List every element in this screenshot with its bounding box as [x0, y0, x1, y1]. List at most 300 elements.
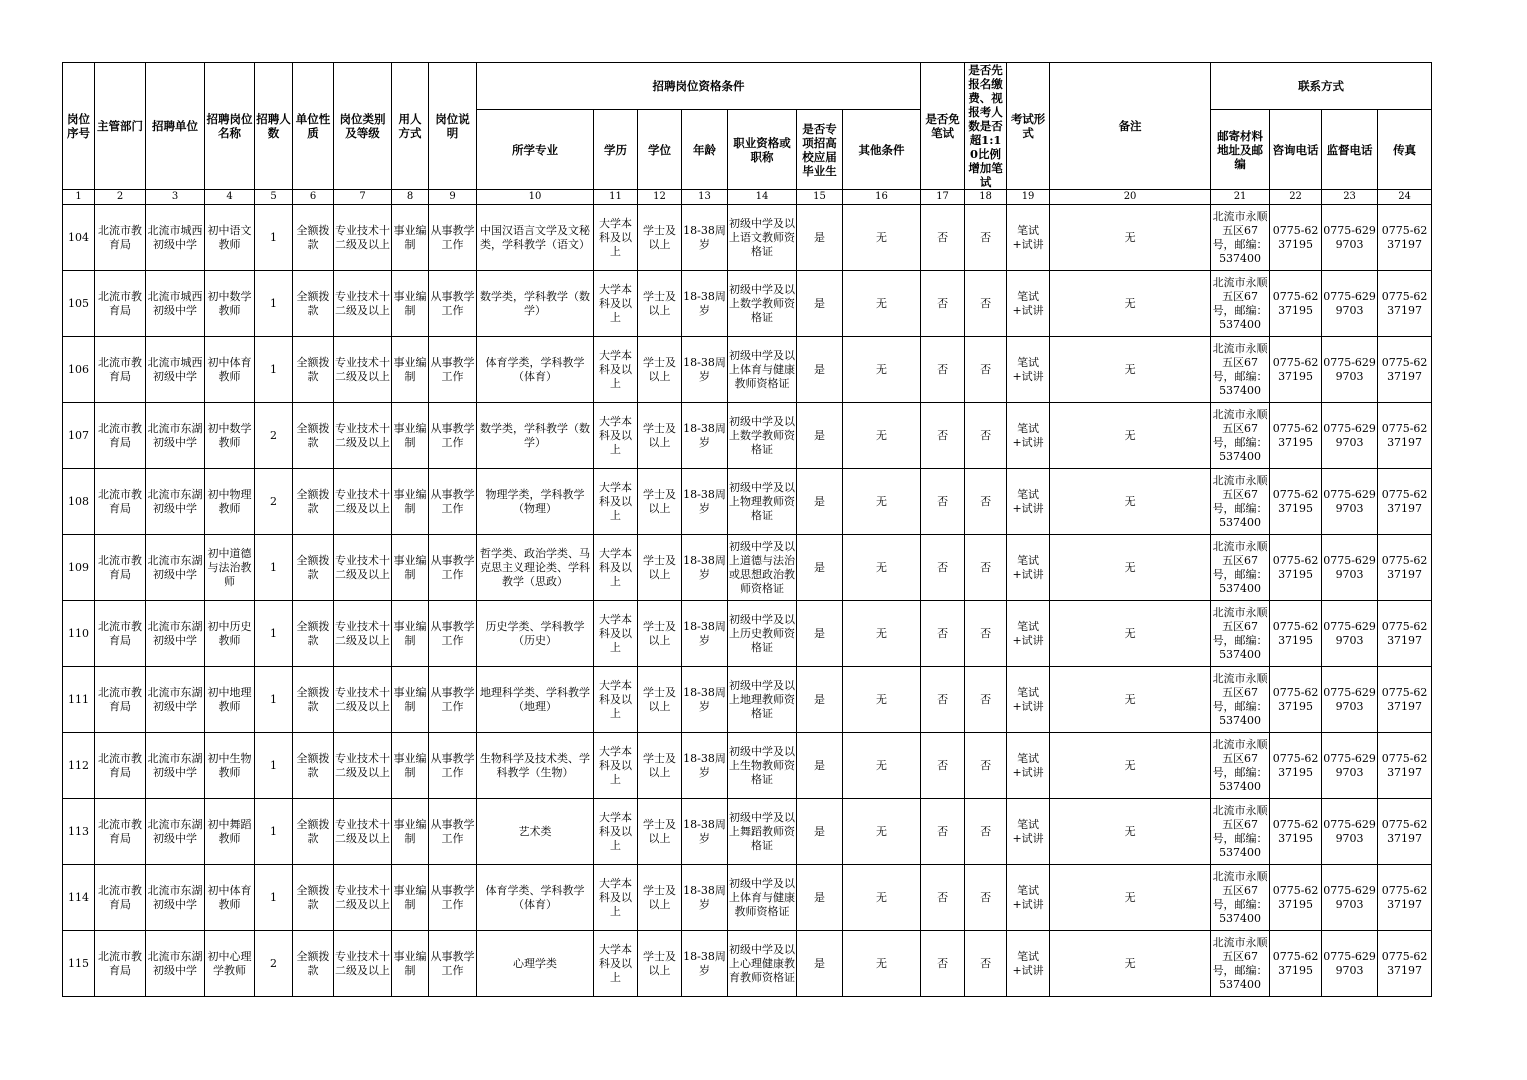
cell-exam-form: 笔试+试讲: [1007, 403, 1050, 469]
cell-exempt-written: 否: [921, 469, 965, 535]
cell-prepay: 否: [965, 733, 1007, 799]
cell-certificate: 初级中学及以上物理教师资格证: [728, 469, 797, 535]
cell-post-description: 从事教学工作: [429, 337, 477, 403]
cell-other-conditions: 无: [843, 535, 921, 601]
cell-post-name: 初中语文教师: [205, 205, 255, 271]
cell-employment-method: 事业编制: [392, 931, 429, 997]
cell-mail-address-text: 北流市永顺五区67号，邮编：537400: [1212, 803, 1268, 859]
cell-phone: 0775-6237195: [1270, 535, 1322, 601]
cell-post-description: 从事教学工作: [429, 601, 477, 667]
cell-mail-address: [1211, 205, 1270, 271]
cell-degree: 学士及以上: [638, 931, 682, 997]
cell-unit-nature: 全额拨款: [293, 799, 334, 865]
cell-fax: 0775-6237197: [1378, 601, 1432, 667]
cell-count: 1: [255, 799, 293, 865]
cell-remarks: 无: [1050, 403, 1211, 469]
cell-employment-method: 事业编制: [392, 271, 429, 337]
cell-position-no: 106: [63, 337, 95, 403]
cell-fresh-graduate: 是: [797, 205, 843, 271]
cell-department: 北流市教育局: [95, 403, 146, 469]
cell-education: 大学本科及以上: [594, 337, 638, 403]
cell-major: 地理科学类、学科教学（地理）: [477, 667, 594, 733]
cell-category: 专业技术十二级及以上: [334, 205, 392, 271]
cell-mail-address: [1211, 733, 1270, 799]
cell-age: 18-38周岁: [682, 337, 728, 403]
cell-category: 专业技术十二级及以上: [334, 271, 392, 337]
cell-phone: 0775-6237195: [1270, 667, 1322, 733]
cell-exam-form: 笔试+试讲: [1007, 667, 1050, 733]
header-employment-method: 用人方式: [392, 63, 429, 190]
cell-fresh-graduate: 是: [797, 931, 843, 997]
cell-unit-nature: 全额拨款: [293, 337, 334, 403]
cell-count: 2: [255, 931, 293, 997]
cell-remarks: 无: [1050, 931, 1211, 997]
cell-post-name: 初中舞蹈教师: [205, 799, 255, 865]
cell-post-name: 初中历史教师: [205, 601, 255, 667]
cell-mail-address-text: 北流市永顺五区67号，邮编：537400: [1212, 869, 1268, 925]
cell-major: 数学类，学科教学（数学）: [477, 271, 594, 337]
cell-exam-form: 笔试+试讲: [1007, 271, 1050, 337]
table-row: [63, 271, 1432, 337]
cell-mail-address: [1211, 799, 1270, 865]
header-post-description: 岗位说明: [429, 63, 477, 190]
cell-department: 北流市教育局: [95, 535, 146, 601]
cell-exempt-written: 否: [921, 931, 965, 997]
cell-fax: 0775-6237197: [1378, 931, 1432, 997]
header-department: 主管部门: [95, 63, 146, 190]
cell-mail-address-text: 北流市永顺五区67号，邮编：537400: [1212, 671, 1268, 727]
cell-post-description: 从事教学工作: [429, 667, 477, 733]
cell-degree: 学士及以上: [638, 601, 682, 667]
cell-unit: 北流市东湖初级中学: [146, 733, 205, 799]
cell-phone: 0775-6237195: [1270, 601, 1322, 667]
cell-post-name: 初中心理学教师: [205, 931, 255, 997]
cell-education: 大学本科及以上: [594, 271, 638, 337]
cell-mail-address: [1211, 271, 1270, 337]
cell-exam-form: 笔试+试讲: [1007, 205, 1050, 271]
cell-exam-form: 笔试+试讲: [1007, 865, 1050, 931]
cell-degree: 学士及以上: [638, 271, 682, 337]
cell-fax: 0775-6237197: [1378, 865, 1432, 931]
cell-department: 北流市教育局: [95, 931, 146, 997]
cell-category: 专业技术十二级及以上: [334, 799, 392, 865]
cell-degree: 学士及以上: [638, 535, 682, 601]
cell-age: 18-38周岁: [682, 865, 728, 931]
cell-count: 1: [255, 535, 293, 601]
cell-certificate: 初级中学及以上地理教师资格证: [728, 667, 797, 733]
cell-fresh-graduate: 是: [797, 865, 843, 931]
cell-mail-address: [1211, 601, 1270, 667]
cell-mail-address-text: 北流市永顺五区67号，邮编：537400: [1212, 935, 1268, 991]
cell-other-conditions: 无: [843, 865, 921, 931]
cell-other-conditions: 无: [843, 931, 921, 997]
column-number: 19: [1007, 190, 1050, 205]
cell-prepay: 否: [965, 865, 1007, 931]
cell-certificate: 初级中学及以上舞蹈教师资格证: [728, 799, 797, 865]
cell-department: 北流市教育局: [95, 337, 146, 403]
cell-count: 1: [255, 337, 293, 403]
column-number: 6: [293, 190, 334, 205]
header-contact-group: 联系方式: [1211, 63, 1432, 110]
cell-remarks: 无: [1050, 271, 1211, 337]
column-number-row: [63, 190, 1432, 205]
header-education: 学历: [594, 110, 638, 190]
cell-other-conditions: 无: [843, 271, 921, 337]
header-exempt-written: 是否免笔试: [921, 63, 965, 190]
cell-count: 1: [255, 865, 293, 931]
header-exam-form: 考试形式: [1007, 63, 1050, 190]
column-number: 15: [797, 190, 843, 205]
cell-phone: 0775-6237195: [1270, 733, 1322, 799]
cell-employment-method: 事业编制: [392, 205, 429, 271]
table-row: [63, 667, 1432, 733]
cell-phone: 0775-6237195: [1270, 337, 1322, 403]
cell-exam-form: 笔试+试讲: [1007, 469, 1050, 535]
cell-fax: 0775-6237197: [1378, 733, 1432, 799]
cell-employment-method: 事业编制: [392, 733, 429, 799]
column-number: 5: [255, 190, 293, 205]
cell-mail-address: [1211, 931, 1270, 997]
cell-exempt-written: 否: [921, 205, 965, 271]
column-number: 10: [477, 190, 594, 205]
cell-mail-address-text: 北流市永顺五区67号，邮编：537400: [1212, 737, 1268, 793]
cell-position-no: 109: [63, 535, 95, 601]
cell-count: 1: [255, 601, 293, 667]
cell-department: 北流市教育局: [95, 601, 146, 667]
cell-unit-nature: 全额拨款: [293, 535, 334, 601]
column-number: 21: [1211, 190, 1270, 205]
cell-count: 1: [255, 733, 293, 799]
cell-age: 18-38周岁: [682, 205, 728, 271]
cell-exam-form: 笔试+试讲: [1007, 535, 1050, 601]
cell-employment-method: 事业编制: [392, 403, 429, 469]
cell-certificate: 初级中学及以上体育与健康教师资格证: [728, 865, 797, 931]
cell-phone: 0775-6237195: [1270, 403, 1322, 469]
cell-mail-address-text: 北流市永顺五区67号，邮编：537400: [1212, 275, 1268, 331]
cell-post-name: 初中体育教师: [205, 337, 255, 403]
column-number: 4: [205, 190, 255, 205]
cell-position-no: 113: [63, 799, 95, 865]
header-major: 所学专业: [477, 110, 594, 190]
cell-unit: 北流市城西初级中学: [146, 271, 205, 337]
cell-mail-address-text: 北流市永顺五区67号，邮编：537400: [1212, 341, 1268, 397]
cell-employment-method: 事业编制: [392, 601, 429, 667]
cell-certificate: 初级中学及以上语文教师资格证: [728, 205, 797, 271]
table-row: [63, 469, 1432, 535]
cell-prepay: 否: [965, 931, 1007, 997]
cell-unit-nature: 全额拨款: [293, 865, 334, 931]
cell-age: 18-38周岁: [682, 469, 728, 535]
table-row: [63, 403, 1432, 469]
cell-remarks: 无: [1050, 469, 1211, 535]
cell-count: 1: [255, 667, 293, 733]
cell-education: 大学本科及以上: [594, 403, 638, 469]
cell-degree: 学士及以上: [638, 469, 682, 535]
cell-major: 哲学类、政治学类、马克思主义理论类、学科教学（思政）: [477, 535, 594, 601]
cell-unit: 北流市城西初级中学: [146, 337, 205, 403]
header-degree: 学位: [638, 110, 682, 190]
cell-other-conditions: 无: [843, 667, 921, 733]
table-row: [63, 799, 1432, 865]
column-number: 24: [1378, 190, 1432, 205]
cell-education: 大学本科及以上: [594, 469, 638, 535]
cell-remarks: 无: [1050, 601, 1211, 667]
table-row: [63, 337, 1432, 403]
cell-exempt-written: 否: [921, 271, 965, 337]
column-number: 11: [594, 190, 638, 205]
cell-fresh-graduate: 是: [797, 799, 843, 865]
cell-remarks: 无: [1050, 667, 1211, 733]
cell-position-no: 115: [63, 931, 95, 997]
cell-prepay: 否: [965, 799, 1007, 865]
cell-fresh-graduate: 是: [797, 601, 843, 667]
cell-prepay: 否: [965, 205, 1007, 271]
cell-remarks: 无: [1050, 733, 1211, 799]
cell-supervision-phone: 0775-6299703: [1322, 205, 1378, 271]
cell-exempt-written: 否: [921, 865, 965, 931]
header-certificate: 职业资格或职称: [728, 110, 797, 190]
cell-fax: 0775-6237197: [1378, 535, 1432, 601]
cell-fax: 0775-6237197: [1378, 469, 1432, 535]
cell-prepay: 否: [965, 271, 1007, 337]
cell-remarks: 无: [1050, 205, 1211, 271]
cell-category: 专业技术十二级及以上: [334, 535, 392, 601]
cell-fresh-graduate: 是: [797, 469, 843, 535]
header-post-name: 招聘岗位名称: [205, 63, 255, 190]
cell-post-name: 初中数学教师: [205, 271, 255, 337]
column-number: 23: [1322, 190, 1378, 205]
cell-fax: 0775-6237197: [1378, 271, 1432, 337]
header-age: 年龄: [682, 110, 728, 190]
cell-phone: 0775-6237195: [1270, 799, 1322, 865]
header-unit: 招聘单位: [146, 63, 205, 190]
cell-exam-form: 笔试+试讲: [1007, 931, 1050, 997]
cell-post-description: 从事教学工作: [429, 931, 477, 997]
cell-position-no: 111: [63, 667, 95, 733]
cell-fax: 0775-6237197: [1378, 337, 1432, 403]
header-unit-nature: 单位性质: [293, 63, 334, 190]
column-number: 16: [843, 190, 921, 205]
cell-other-conditions: 无: [843, 733, 921, 799]
cell-prepay: 否: [965, 469, 1007, 535]
cell-supervision-phone: 0775-6299703: [1322, 601, 1378, 667]
cell-phone: 0775-6237195: [1270, 271, 1322, 337]
header-fax: 传真: [1378, 110, 1432, 190]
column-number: 14: [728, 190, 797, 205]
column-number: 9: [429, 190, 477, 205]
cell-major: 数学类，学科教学（数学）: [477, 403, 594, 469]
header-category: 岗位类别及等级: [334, 63, 392, 190]
cell-department: 北流市教育局: [95, 271, 146, 337]
cell-post-name: 初中生物教师: [205, 733, 255, 799]
recruitment-table: [62, 62, 1432, 997]
cell-remarks: 无: [1050, 799, 1211, 865]
cell-phone: 0775-6237195: [1270, 469, 1322, 535]
cell-education: 大学本科及以上: [594, 601, 638, 667]
cell-unit-nature: 全额拨款: [293, 271, 334, 337]
cell-employment-method: 事业编制: [392, 337, 429, 403]
cell-degree: 学士及以上: [638, 205, 682, 271]
cell-mail-address-text: 北流市永顺五区67号，邮编：537400: [1212, 209, 1268, 265]
cell-unit-nature: 全额拨款: [293, 733, 334, 799]
cell-other-conditions: 无: [843, 337, 921, 403]
cell-count: 2: [255, 403, 293, 469]
table-row: [63, 733, 1432, 799]
cell-unit-nature: 全额拨款: [293, 469, 334, 535]
table-row: [63, 865, 1432, 931]
cell-age: 18-38周岁: [682, 535, 728, 601]
cell-other-conditions: 无: [843, 799, 921, 865]
cell-fax: 0775-6237197: [1378, 799, 1432, 865]
cell-supervision-phone: 0775-6299703: [1322, 403, 1378, 469]
cell-unit-nature: 全额拨款: [293, 403, 334, 469]
cell-post-description: 从事教学工作: [429, 865, 477, 931]
cell-department: 北流市教育局: [95, 469, 146, 535]
cell-fax: 0775-6237197: [1378, 403, 1432, 469]
cell-fresh-graduate: 是: [797, 535, 843, 601]
cell-fresh-graduate: 是: [797, 271, 843, 337]
cell-mail-address: [1211, 667, 1270, 733]
cell-employment-method: 事业编制: [392, 667, 429, 733]
cell-mail-address-text: 北流市永顺五区67号，邮编：537400: [1212, 539, 1268, 595]
cell-post-description: 从事教学工作: [429, 205, 477, 271]
cell-unit: 北流市东湖初级中学: [146, 469, 205, 535]
cell-age: 18-38周岁: [682, 931, 728, 997]
cell-age: 18-38周岁: [682, 667, 728, 733]
cell-supervision-phone: 0775-6299703: [1322, 799, 1378, 865]
header-qualification-group: 招聘岗位资格条件: [477, 63, 921, 110]
cell-unit: 北流市东湖初级中学: [146, 667, 205, 733]
cell-post-name: 初中地理教师: [205, 667, 255, 733]
cell-unit-nature: 全额拨款: [293, 205, 334, 271]
cell-exempt-written: 否: [921, 733, 965, 799]
table-row: [63, 535, 1432, 601]
cell-other-conditions: 无: [843, 601, 921, 667]
cell-degree: 学士及以上: [638, 667, 682, 733]
column-number: 2: [95, 190, 146, 205]
cell-degree: 学士及以上: [638, 799, 682, 865]
cell-education: 大学本科及以上: [594, 733, 638, 799]
cell-mail-address: [1211, 865, 1270, 931]
cell-certificate: 初级中学及以上数学教师资格证: [728, 271, 797, 337]
cell-post-name: 初中体育教师: [205, 865, 255, 931]
column-number: 1: [63, 190, 95, 205]
cell-phone: 0775-6237195: [1270, 205, 1322, 271]
cell-position-no: 112: [63, 733, 95, 799]
cell-supervision-phone: 0775-6299703: [1322, 337, 1378, 403]
cell-certificate: 初级中学及以上心理健康教育教师资格证: [728, 931, 797, 997]
cell-post-name: 初中数学教师: [205, 403, 255, 469]
cell-education: 大学本科及以上: [594, 205, 638, 271]
cell-prepay: 否: [965, 601, 1007, 667]
cell-major: 生物科学及技术类、学科教学（生物）: [477, 733, 594, 799]
cell-remarks: 无: [1050, 337, 1211, 403]
cell-unit: 北流市东湖初级中学: [146, 799, 205, 865]
cell-age: 18-38周岁: [682, 601, 728, 667]
cell-degree: 学士及以上: [638, 337, 682, 403]
cell-category: 专业技术十二级及以上: [334, 337, 392, 403]
cell-exam-form: 笔试+试讲: [1007, 337, 1050, 403]
cell-exam-form: 笔试+试讲: [1007, 733, 1050, 799]
cell-fresh-graduate: 是: [797, 337, 843, 403]
cell-mail-address: [1211, 535, 1270, 601]
cell-education: 大学本科及以上: [594, 535, 638, 601]
cell-other-conditions: 无: [843, 469, 921, 535]
cell-phone: 0775-6237195: [1270, 865, 1322, 931]
cell-fresh-graduate: 是: [797, 403, 843, 469]
cell-position-no: 108: [63, 469, 95, 535]
cell-count: 1: [255, 205, 293, 271]
column-number: 12: [638, 190, 682, 205]
header-remarks: 备注: [1050, 63, 1211, 190]
cell-exempt-written: 否: [921, 535, 965, 601]
header-position-no: 岗位序号: [63, 63, 95, 190]
cell-department: 北流市教育局: [95, 733, 146, 799]
cell-unit-nature: 全额拨款: [293, 931, 334, 997]
cell-post-name: 初中道德与法治教师: [205, 535, 255, 601]
cell-prepay: 否: [965, 535, 1007, 601]
cell-unit-nature: 全额拨款: [293, 667, 334, 733]
cell-supervision-phone: 0775-6299703: [1322, 535, 1378, 601]
cell-education: 大学本科及以上: [594, 667, 638, 733]
cell-major: 历史学类、学科教学（历史）: [477, 601, 594, 667]
cell-employment-method: 事业编制: [392, 799, 429, 865]
cell-supervision-phone: 0775-6299703: [1322, 469, 1378, 535]
cell-category: 专业技术十二级及以上: [334, 865, 392, 931]
cell-unit: 北流市东湖初级中学: [146, 865, 205, 931]
cell-category: 专业技术十二级及以上: [334, 403, 392, 469]
cell-exempt-written: 否: [921, 799, 965, 865]
cell-supervision-phone: 0775-6299703: [1322, 271, 1378, 337]
cell-unit-nature: 全额拨款: [293, 601, 334, 667]
cell-remarks: 无: [1050, 535, 1211, 601]
header-fresh-graduate: 是否专项招高校应届毕业生: [797, 110, 843, 190]
cell-unit: 北流市东湖初级中学: [146, 931, 205, 997]
cell-major: 艺术类: [477, 799, 594, 865]
cell-department: 北流市教育局: [95, 799, 146, 865]
cell-mail-address-text: 北流市永顺五区67号，邮编：537400: [1212, 473, 1268, 529]
cell-certificate: 初级中学及以上体育与健康教师资格证: [728, 337, 797, 403]
cell-unit: 北流市城西初级中学: [146, 205, 205, 271]
table-row: [63, 205, 1432, 271]
cell-major: 体育学类、学科教学（体育）: [477, 865, 594, 931]
cell-exempt-written: 否: [921, 667, 965, 733]
column-number: 7: [334, 190, 392, 205]
cell-post-description: 从事教学工作: [429, 733, 477, 799]
cell-supervision-phone: 0775-6299703: [1322, 931, 1378, 997]
cell-certificate: 初级中学及以上生物教师资格证: [728, 733, 797, 799]
cell-other-conditions: 无: [843, 403, 921, 469]
cell-exempt-written: 否: [921, 337, 965, 403]
header-other-conditions: 其他条件: [843, 110, 921, 190]
cell-prepay: 否: [965, 667, 1007, 733]
cell-post-description: 从事教学工作: [429, 799, 477, 865]
cell-age: 18-38周岁: [682, 271, 728, 337]
cell-category: 专业技术十二级及以上: [334, 733, 392, 799]
table-row: [63, 931, 1432, 997]
header-count: 招聘人数: [255, 63, 293, 190]
cell-unit: 北流市东湖初级中学: [146, 601, 205, 667]
cell-fax: 0775-6237197: [1378, 667, 1432, 733]
cell-category: 专业技术十二级及以上: [334, 601, 392, 667]
cell-age: 18-38周岁: [682, 403, 728, 469]
cell-category: 专业技术十二级及以上: [334, 931, 392, 997]
cell-post-description: 从事教学工作: [429, 271, 477, 337]
cell-mail-address: [1211, 337, 1270, 403]
table-row: [63, 601, 1432, 667]
cell-major: 中国汉语言文学及文秘类，学科教学（语文）: [477, 205, 594, 271]
cell-post-description: 从事教学工作: [429, 535, 477, 601]
